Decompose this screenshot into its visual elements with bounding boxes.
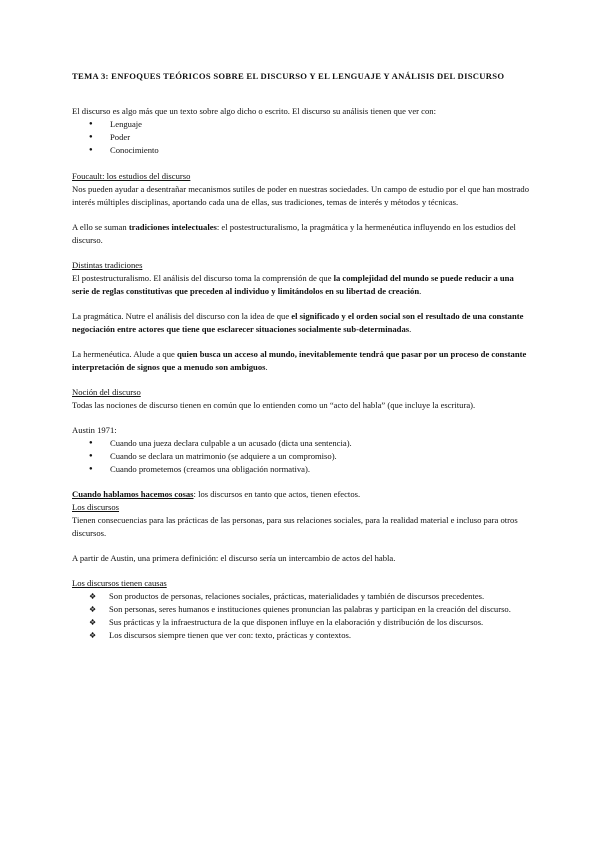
foucault-heading: Foucault: los estudios del discurso bbox=[72, 171, 191, 181]
causas-heading: Los discursos tienen causas bbox=[72, 578, 167, 588]
list-item: ❖ Los discursos siempre tienen que ver con: texto, prácticas y contextos. bbox=[89, 630, 351, 640]
postestructuralismo-paragraph: El postestructuralismo. El análisis del discurso toma la comprensión de que la complejidad del mundo se puede reducir a una serie de reglas constitutivas que preceden al individuo y limitándolos en su libertad de creación. bbox=[72, 273, 514, 296]
causas-list bbox=[72, 590, 532, 642]
list-item: ● Cuando prometemos (creamos una obligación normativa). bbox=[72, 463, 532, 476]
list-item: ❖ Son productos de personas, relaciones sociales, prácticas, materialidades y también de discursos precedentes. bbox=[89, 591, 485, 601]
nocion-heading: Noción del discurso bbox=[72, 387, 141, 397]
document-title: TEMA 3: ENFOQUES TEÓRICOS SOBRE EL DISCURSO Y EL LENGUAJE Y ANÁLISIS DEL DISCURSO bbox=[72, 71, 505, 81]
foucault-body: Nos pueden ayudar a desentrañar mecanismos sutiles de poder en nuestras sociedades. Un campo de estudio por el que han mostrado interés múltiples disciplinas, aportando cada una de ellas, sus tradiciones, temas de interés y métodos y técnicas. bbox=[72, 184, 530, 207]
diamond-bullet-icon: ❖ bbox=[89, 618, 97, 627]
list-item: ❖ Sus prácticas y la infraestructura de la que disponen influye en la elaboración y distribución de los discursos. bbox=[89, 617, 484, 627]
intro-paragraph: El discurso es algo más que un texto sobre algo dicho o escrito. El discurso su análisis tienen que ver con: bbox=[72, 106, 436, 116]
austin-label: Austin 1971: bbox=[72, 425, 117, 435]
tradiciones-heading: Distintas tradiciones bbox=[72, 260, 143, 270]
list-item: ❖ Son personas, seres humanos e instituciones quienes pronuncian las palabras y participan en la creación del discurso. bbox=[89, 604, 511, 614]
hermeneutica-paragraph: La hermenéutica. Alude a que quien busca un acceso al mundo, inevitablemente tendrá que pasar por un proceso de constante interpretación de signos que a menudo son ambiguos. bbox=[72, 349, 527, 372]
hablamos-paragraph: Cuando hablamos hacemos cosas: los discursos en tanto que actos, tienen efectos. bbox=[72, 489, 361, 499]
list-item: ● Lenguaje bbox=[72, 118, 532, 131]
nocion-body: Todas las nociones de discurso tienen en común que lo entienden como un “acto del habla” (que incluye la escritura). bbox=[72, 400, 476, 410]
diamond-bullet-icon: ❖ bbox=[89, 592, 97, 601]
document-page bbox=[72, 70, 532, 642]
discursos-body: Tienen consecuencias para las prácticas de las personas, para sus relaciones sociales, para la realidad material e incluso para otros discursos. bbox=[72, 515, 518, 538]
discursos-heading: Los discursos bbox=[72, 502, 120, 512]
austin-definition: A partir de Austin, una primera definición: el discurso sería un intercambio de actos del habla. bbox=[72, 553, 396, 563]
pragmatica-paragraph: La pragmática. Nutre el análisis del discurso con la idea de que el significado y el orden social son el resultado de una constante negociación entre actores que tiene que esclarecer situaciones socialmente sub-determinadas. bbox=[72, 311, 524, 334]
list-item: ● Poder bbox=[72, 131, 532, 144]
foucault-paragraph-2: A ello se suman tradiciones intelectuales: el postestructuralismo, la pragmática y la hermenéutica influyendo en los estudios del discurso. bbox=[72, 222, 516, 245]
list-item: ● Conocimiento bbox=[72, 144, 532, 157]
intro-list bbox=[72, 118, 532, 157]
list-item: ● Cuando se declara un matrimonio (se adquiere a un compromiso). bbox=[72, 450, 532, 463]
diamond-bullet-icon: ❖ bbox=[89, 631, 97, 640]
list-item: ● Cuando una jueza declara culpable a un acusado (dicta una sentencia). bbox=[72, 437, 532, 450]
diamond-bullet-icon: ❖ bbox=[89, 605, 97, 614]
austin-list bbox=[72, 437, 532, 476]
